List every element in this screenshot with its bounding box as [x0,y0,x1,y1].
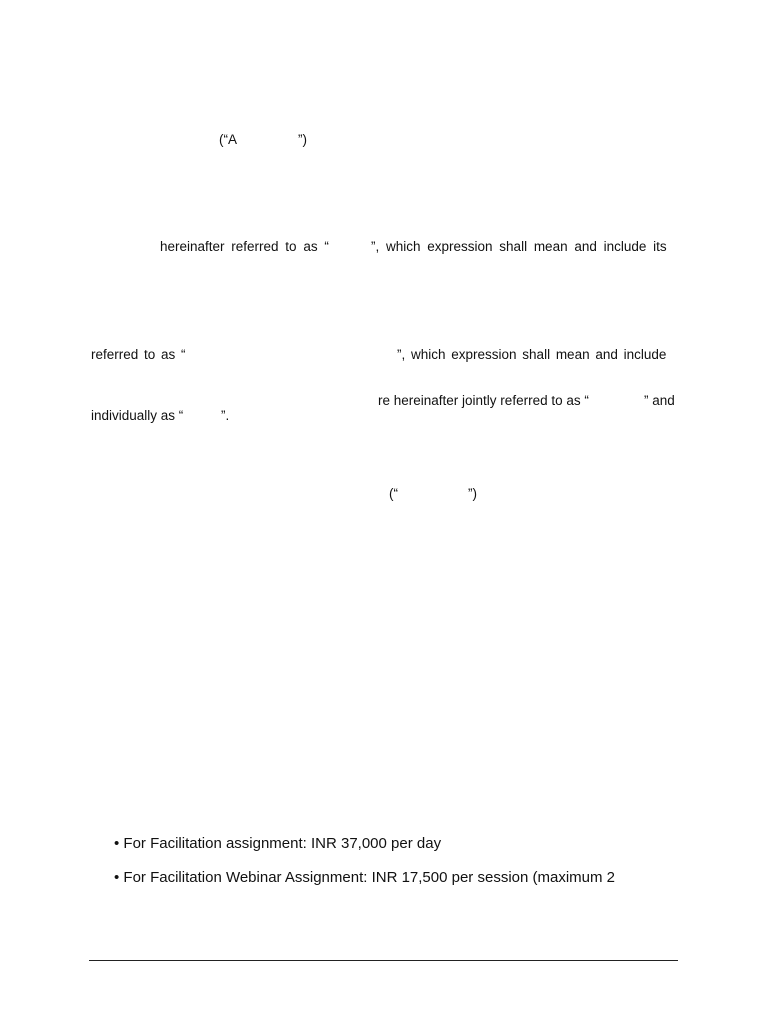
text-fragment: ”) [468,486,477,501]
text-fragment: ”, which expression shall mean and include [397,347,667,362]
text-fragment: individually as “ [91,408,184,423]
fee-bullet-facilitation: • For Facilitation assignment: INR 37,000 per day [114,835,442,852]
text-fragment: (“A [219,132,237,147]
text-fragment: re hereinafter jointly referred to as “ [378,393,589,408]
text-fragment: ”, which expression shall mean and include its [371,239,667,254]
text-fragment: (“ [389,486,398,501]
footer-divider [89,960,678,961]
text-fragment: hereinafter referred to as “ [160,239,329,254]
text-fragment: ” and [644,393,675,408]
text-fragment: referred to as “ [91,347,186,362]
fee-bullet-webinar: • For Facilitation Webinar Assignment: INR 17,500 per session (maximum 2 [114,869,616,886]
text-fragment: ”) [298,132,307,147]
text-fragment: ”. [221,408,230,423]
